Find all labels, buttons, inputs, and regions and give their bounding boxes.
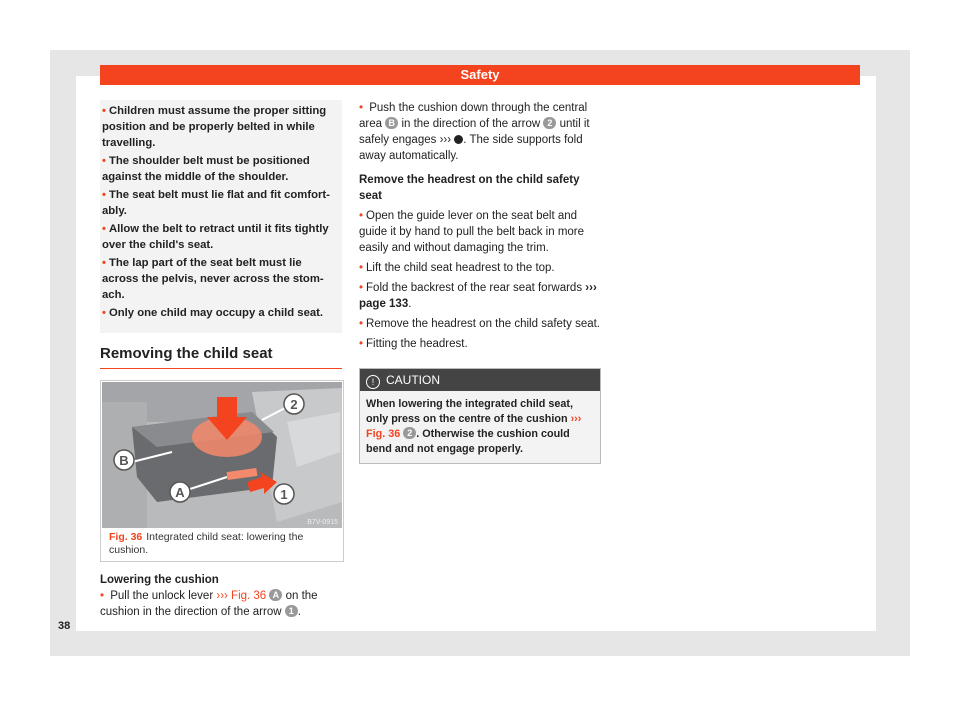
warning-item: • Children must assume the proper sitting position and be properly belted in while travelling. — [102, 105, 327, 149]
callout-badge: A — [269, 589, 282, 601]
info-icon: ! — [366, 375, 380, 389]
list-item: • Lift the child seat headrest to the top. — [359, 262, 555, 274]
callout-badge: B — [385, 117, 398, 129]
warning-item: • Only one child may occupy a child seat. — [102, 307, 324, 319]
caution-header: ! CAUTION — [360, 369, 600, 391]
bullet-icon: • — [102, 307, 106, 319]
page-number: 38 — [58, 620, 71, 632]
warning-link[interactable]: ››› — [439, 134, 452, 146]
callout-badge: 2 — [403, 427, 416, 439]
figure-link[interactable]: ››› Fig. 36 — [366, 413, 582, 440]
bullet-icon: • — [359, 338, 364, 350]
figure-number: Fig. 36 — [109, 531, 143, 543]
bullet-icon: • — [102, 105, 106, 117]
warning-item: • Allow the belt to retract until it fits tightly over the child's seat. — [102, 223, 329, 251]
bullet-icon: • — [102, 257, 106, 269]
push-step: • Push the cushion down through the central area B in the direction of the arrow 2 until it safely engages ››› . The side supports fold away automatically. — [359, 102, 590, 162]
figure — [100, 380, 344, 562]
list-item: • Open the guide lever on the seat belt and guide it by hand to pull the belt back in more easily and without damaging the trim. — [359, 210, 585, 254]
bullet-icon: • — [102, 155, 106, 167]
callout-badge: 2 — [543, 117, 556, 129]
callout-2: 2 — [290, 397, 298, 412]
section-header: Safety — [100, 65, 860, 85]
warning-item: • The lap part of the seat belt must lie across the pelvis, never across the stom-ach. — [102, 257, 324, 301]
lowering-heading: Lowering the cushion — [100, 574, 219, 586]
figure-code: B7V-0915 — [307, 519, 338, 526]
caution-box — [359, 368, 601, 464]
list-item: • Fold the backrest of the rear seat forwards ››› page 133. — [359, 282, 597, 310]
callout-b: B — [119, 453, 129, 468]
caution-body: When lowering the integrated child seat, only press on the centre of the cushion ››› Fig. 36 2 . Otherwise the cushion could bend and not engage properly. — [360, 391, 600, 463]
warning-box — [100, 100, 342, 333]
callout-badge: 1 — [285, 605, 298, 617]
list-item: • Fitting the headrest. — [359, 338, 468, 350]
warning-icon — [454, 135, 463, 144]
lowering-step: • Pull the unlock lever ››› Fig. 36 A on the cushion in the direction of the arrow 1 . — [100, 590, 318, 618]
bullet-icon: • — [359, 262, 364, 274]
warning-item: • The seat belt must lie flat and fit comfort-ably. — [102, 189, 330, 217]
lowering-section — [100, 572, 342, 622]
bullet-icon: • — [100, 590, 105, 602]
middle-column — [359, 100, 601, 464]
left-column — [100, 100, 342, 333]
bullet-icon: • — [102, 223, 106, 235]
bullet-icon: • — [359, 102, 364, 114]
section-title: Removing the child seat — [100, 345, 342, 369]
bullet-icon: • — [102, 189, 106, 201]
callout-a: A — [175, 485, 185, 500]
callout-1: 1 — [280, 487, 288, 502]
bullet-icon: • — [359, 282, 364, 294]
figure-caption: Fig. 36 Integrated child seat: lowering the cushion. — [109, 531, 304, 556]
bullet-icon: • — [359, 318, 364, 330]
warning-item: • The shoulder belt must be positioned against the middle of the shoulder. — [102, 155, 310, 183]
list-item: • Remove the headrest on the child safety seat. — [359, 318, 601, 330]
figure-link[interactable]: ››› Fig. 36 — [216, 590, 267, 602]
page-link[interactable]: ››› page 133 — [359, 282, 597, 310]
remove-headrest-heading: Remove the headrest on the child safety seat — [359, 174, 580, 202]
bullet-icon: • — [359, 210, 364, 222]
child-seat-illustration — [102, 382, 342, 528]
